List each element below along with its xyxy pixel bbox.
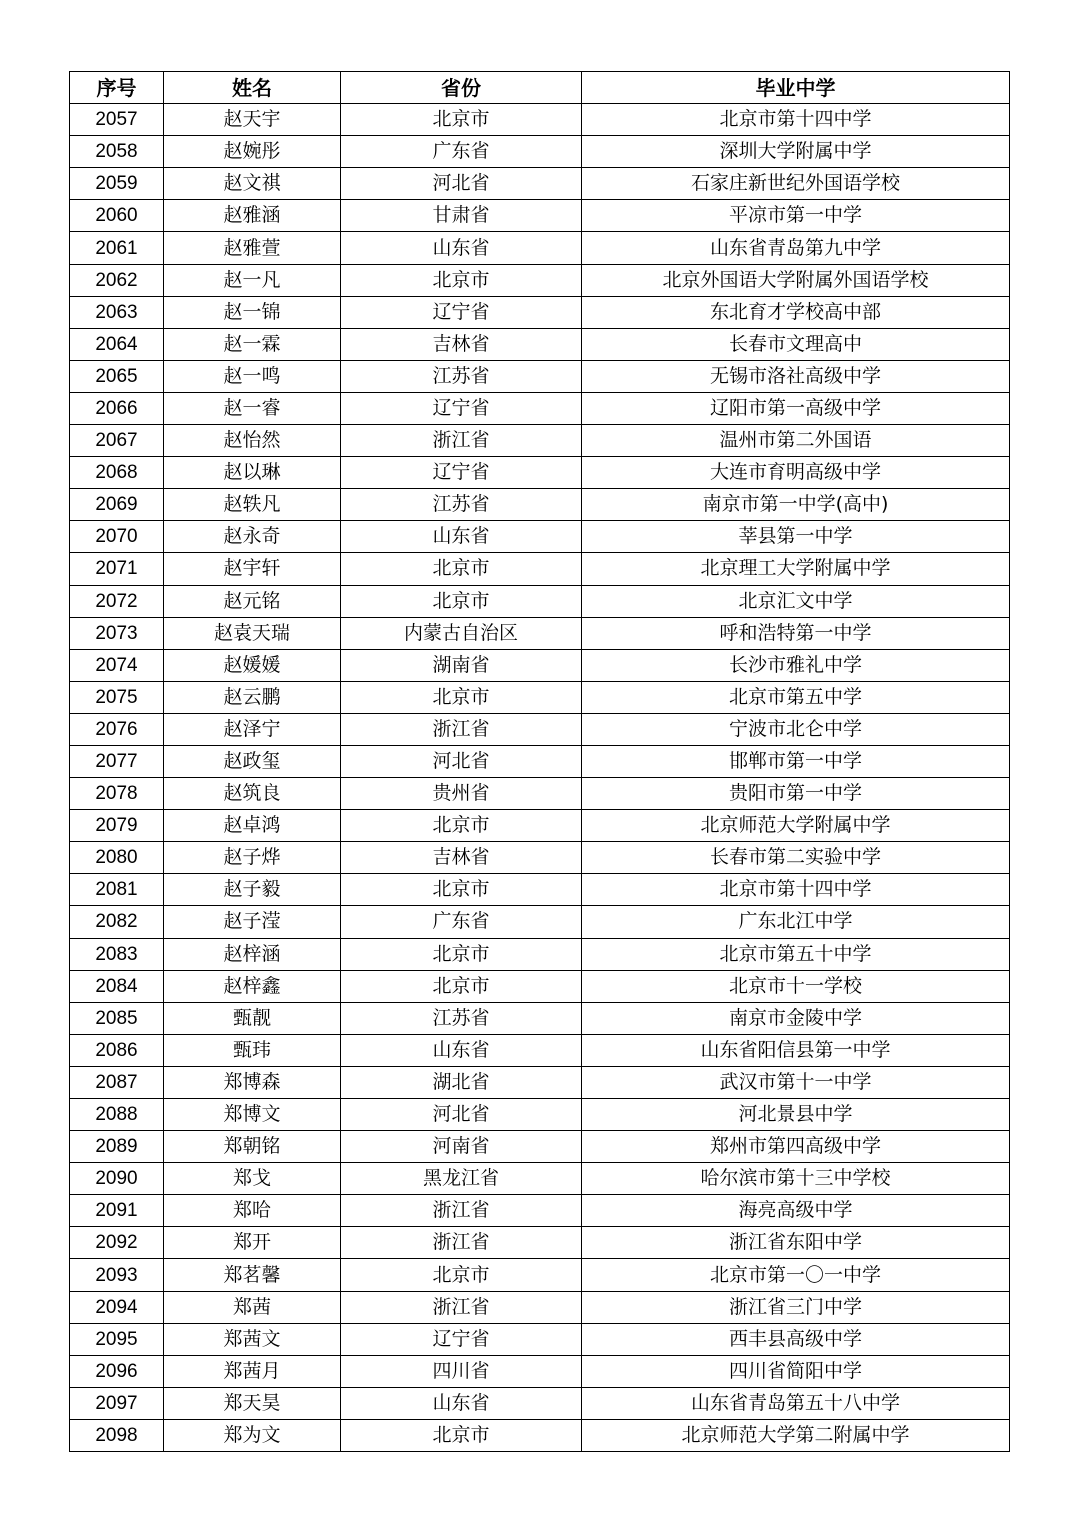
cell-school: 北京市第五中学 [582,681,1010,713]
cell-serial-number: 2080 [70,842,164,874]
cell-serial-number: 2066 [70,392,164,424]
cell-name: 郑朝铭 [164,1131,341,1163]
cell-name: 赵一睿 [164,392,341,424]
cell-serial-number: 2087 [70,1066,164,1098]
cell-name: 郑为文 [164,1419,341,1451]
cell-province: 黑龙江省 [341,1163,582,1195]
cell-school: 宁波市北仑中学 [582,713,1010,745]
cell-province: 山东省 [341,232,582,264]
cell-province: 江苏省 [341,360,582,392]
cell-name: 郑茗馨 [164,1259,341,1291]
cell-province: 北京市 [341,585,582,617]
cell-serial-number: 2098 [70,1419,164,1451]
cell-school: 四川省简阳中学 [582,1355,1010,1387]
cell-school: 北京市十一学校 [582,970,1010,1002]
table-row [70,360,1010,392]
cell-serial-number: 2062 [70,264,164,296]
header-name: 姓名 [164,72,341,104]
cell-name: 郑博森 [164,1066,341,1098]
table-row [70,617,1010,649]
table-row [70,1099,1010,1131]
cell-serial-number: 2085 [70,1002,164,1034]
cell-school: 北京外国语大学附属外国语学校 [582,264,1010,296]
cell-serial-number: 2072 [70,585,164,617]
table-row [70,1387,1010,1419]
cell-serial-number: 2063 [70,296,164,328]
table-row [70,810,1010,842]
cell-school: 大连市育明高级中学 [582,457,1010,489]
cell-school: 武汉市第十一中学 [582,1066,1010,1098]
cell-name: 郑茜月 [164,1355,341,1387]
table-row [70,1419,1010,1451]
cell-name: 赵轶凡 [164,489,341,521]
cell-school: 浙江省东阳中学 [582,1227,1010,1259]
cell-name: 赵政玺 [164,745,341,777]
cell-serial-number: 2076 [70,713,164,745]
cell-province: 北京市 [341,553,582,585]
cell-name: 赵梓涵 [164,938,341,970]
cell-school: 贵阳市第一中学 [582,778,1010,810]
cell-name: 赵宇轩 [164,553,341,585]
cell-school: 呼和浩特第一中学 [582,617,1010,649]
cell-name: 郑天昊 [164,1387,341,1419]
cell-serial-number: 2088 [70,1099,164,1131]
cell-province: 辽宁省 [341,392,582,424]
table-row [70,1002,1010,1034]
cell-name: 赵怡然 [164,425,341,457]
cell-school: 无锡市洛社高级中学 [582,360,1010,392]
table-row [70,232,1010,264]
table-row [70,778,1010,810]
cell-province: 河北省 [341,1099,582,1131]
table-row [70,1355,1010,1387]
cell-name: 赵泽宁 [164,713,341,745]
cell-school: 山东省青岛第九中学 [582,232,1010,264]
cell-serial-number: 2058 [70,136,164,168]
cell-school: 郑州市第四高级中学 [582,1131,1010,1163]
cell-name: 郑哈 [164,1195,341,1227]
cell-serial-number: 2057 [70,104,164,136]
cell-serial-number: 2097 [70,1387,164,1419]
cell-name: 赵云鹏 [164,681,341,713]
cell-school: 北京汇文中学 [582,585,1010,617]
cell-name: 赵元铭 [164,585,341,617]
table-row [70,489,1010,521]
cell-serial-number: 2084 [70,970,164,1002]
cell-name: 赵卓鸿 [164,810,341,842]
cell-serial-number: 2082 [70,906,164,938]
cell-province: 湖北省 [341,1066,582,1098]
cell-serial-number: 2075 [70,681,164,713]
cell-serial-number: 2093 [70,1259,164,1291]
table-row [70,136,1010,168]
cell-school: 深圳大学附属中学 [582,136,1010,168]
cell-school: 哈尔滨市第十三中学校 [582,1163,1010,1195]
cell-school: 浙江省三门中学 [582,1291,1010,1323]
cell-serial-number: 2078 [70,778,164,810]
cell-name: 赵一霖 [164,328,341,360]
table-row [70,1227,1010,1259]
cell-school: 山东省青岛第五十八中学 [582,1387,1010,1419]
cell-name: 赵雅萱 [164,232,341,264]
table-row [70,938,1010,970]
cell-school: 长沙市雅礼中学 [582,649,1010,681]
cell-province: 甘肃省 [341,200,582,232]
cell-province: 辽宁省 [341,1323,582,1355]
table-row [70,521,1010,553]
cell-serial-number: 2091 [70,1195,164,1227]
header-serial-number: 序号 [70,72,164,104]
cell-province: 广东省 [341,136,582,168]
cell-school: 温州市第二外国语 [582,425,1010,457]
table-row [70,296,1010,328]
cell-school: 海亮高级中学 [582,1195,1010,1227]
table-row [70,200,1010,232]
cell-province: 北京市 [341,1259,582,1291]
cell-serial-number: 2081 [70,874,164,906]
cell-serial-number: 2059 [70,168,164,200]
cell-province: 浙江省 [341,713,582,745]
cell-province: 北京市 [341,264,582,296]
cell-name: 赵一凡 [164,264,341,296]
cell-serial-number: 2061 [70,232,164,264]
cell-school: 邯郸市第一中学 [582,745,1010,777]
cell-school: 南京市金陵中学 [582,1002,1010,1034]
cell-province: 浙江省 [341,1227,582,1259]
header-school: 毕业中学 [582,72,1010,104]
cell-serial-number: 2092 [70,1227,164,1259]
cell-name: 赵一鸣 [164,360,341,392]
table-row [70,104,1010,136]
cell-serial-number: 2086 [70,1034,164,1066]
cell-name: 郑戈 [164,1163,341,1195]
cell-serial-number: 2079 [70,810,164,842]
cell-school: 东北育才学校高中部 [582,296,1010,328]
table-row [70,168,1010,200]
student-roster-table [69,71,1010,1452]
cell-serial-number: 2077 [70,745,164,777]
cell-school: 北京市第十四中学 [582,104,1010,136]
cell-name: 郑开 [164,1227,341,1259]
cell-name: 赵筑良 [164,778,341,810]
roster-sheet [69,71,1009,1452]
cell-name: 赵袁天瑞 [164,617,341,649]
cell-serial-number: 2071 [70,553,164,585]
cell-school: 北京市第一〇一中学 [582,1259,1010,1291]
cell-serial-number: 2067 [70,425,164,457]
cell-province: 北京市 [341,810,582,842]
table-row [70,328,1010,360]
cell-serial-number: 2069 [70,489,164,521]
header-province: 省份 [341,72,582,104]
cell-school: 西丰县高级中学 [582,1323,1010,1355]
table-row [70,1323,1010,1355]
cell-province: 江苏省 [341,1002,582,1034]
table-row [70,1131,1010,1163]
cell-school: 辽阳市第一高级中学 [582,392,1010,424]
cell-serial-number: 2068 [70,457,164,489]
table-row [70,874,1010,906]
cell-province: 山东省 [341,1034,582,1066]
cell-school: 平凉市第一中学 [582,200,1010,232]
cell-serial-number: 2083 [70,938,164,970]
cell-province: 山东省 [341,521,582,553]
cell-name: 甄靓 [164,1002,341,1034]
cell-name: 郑博文 [164,1099,341,1131]
table-row [70,713,1010,745]
cell-serial-number: 2065 [70,360,164,392]
cell-serial-number: 2094 [70,1291,164,1323]
table-row [70,392,1010,424]
cell-school: 广东北江中学 [582,906,1010,938]
table-row [70,842,1010,874]
cell-province: 江苏省 [341,489,582,521]
table-body [70,104,1010,1452]
cell-province: 北京市 [341,1419,582,1451]
table-row [70,1034,1010,1066]
cell-name: 赵子毅 [164,874,341,906]
cell-serial-number: 2070 [70,521,164,553]
cell-name: 赵子滢 [164,906,341,938]
cell-name: 赵雅涵 [164,200,341,232]
cell-school: 长春市文理高中 [582,328,1010,360]
cell-province: 贵州省 [341,778,582,810]
cell-name: 赵天宇 [164,104,341,136]
table-row [70,585,1010,617]
cell-name: 赵子烨 [164,842,341,874]
cell-school: 长春市第二实验中学 [582,842,1010,874]
cell-name: 赵永奇 [164,521,341,553]
cell-province: 北京市 [341,938,582,970]
cell-serial-number: 2060 [70,200,164,232]
cell-serial-number: 2073 [70,617,164,649]
cell-school: 北京市第五十中学 [582,938,1010,970]
table-row [70,264,1010,296]
cell-school: 北京师范大学第二附属中学 [582,1419,1010,1451]
table-row [70,1066,1010,1098]
table-row [70,1259,1010,1291]
cell-province: 浙江省 [341,425,582,457]
cell-province: 吉林省 [341,328,582,360]
table-row [70,457,1010,489]
cell-province: 浙江省 [341,1291,582,1323]
cell-serial-number: 2096 [70,1355,164,1387]
cell-province: 浙江省 [341,1195,582,1227]
cell-name: 赵媛媛 [164,649,341,681]
cell-province: 河北省 [341,168,582,200]
cell-school: 北京理工大学附属中学 [582,553,1010,585]
cell-serial-number: 2064 [70,328,164,360]
table-row [70,1163,1010,1195]
cell-province: 北京市 [341,874,582,906]
cell-province: 内蒙古自治区 [341,617,582,649]
cell-name: 郑茜文 [164,1323,341,1355]
cell-name: 赵文祺 [164,168,341,200]
cell-school: 河北景县中学 [582,1099,1010,1131]
header-row [70,72,1010,104]
cell-province: 四川省 [341,1355,582,1387]
cell-name: 赵梓鑫 [164,970,341,1002]
table-header [70,72,1010,104]
cell-province: 河南省 [341,1131,582,1163]
cell-province: 北京市 [341,104,582,136]
cell-province: 山东省 [341,1387,582,1419]
cell-province: 广东省 [341,906,582,938]
cell-school: 北京市第十四中学 [582,874,1010,906]
cell-province: 北京市 [341,970,582,1002]
table-row [70,1291,1010,1323]
table-row [70,553,1010,585]
cell-school: 山东省阳信县第一中学 [582,1034,1010,1066]
cell-serial-number: 2090 [70,1163,164,1195]
cell-name: 赵一锦 [164,296,341,328]
cell-school: 莘县第一中学 [582,521,1010,553]
cell-province: 北京市 [341,681,582,713]
cell-name: 郑茜 [164,1291,341,1323]
table-row [70,970,1010,1002]
cell-province: 辽宁省 [341,296,582,328]
cell-serial-number: 2074 [70,649,164,681]
cell-serial-number: 2095 [70,1323,164,1355]
table-row [70,425,1010,457]
cell-name: 甄玮 [164,1034,341,1066]
table-row [70,681,1010,713]
cell-province: 河北省 [341,745,582,777]
cell-serial-number: 2089 [70,1131,164,1163]
cell-school: 南京市第一中学(高中) [582,489,1010,521]
cell-province: 湖南省 [341,649,582,681]
cell-school: 北京师范大学附属中学 [582,810,1010,842]
table-row [70,1195,1010,1227]
cell-name: 赵婉彤 [164,136,341,168]
table-row [70,906,1010,938]
cell-name: 赵以琳 [164,457,341,489]
cell-school: 石家庄新世纪外国语学校 [582,168,1010,200]
table-row [70,649,1010,681]
table-row [70,745,1010,777]
cell-province: 辽宁省 [341,457,582,489]
cell-province: 吉林省 [341,842,582,874]
